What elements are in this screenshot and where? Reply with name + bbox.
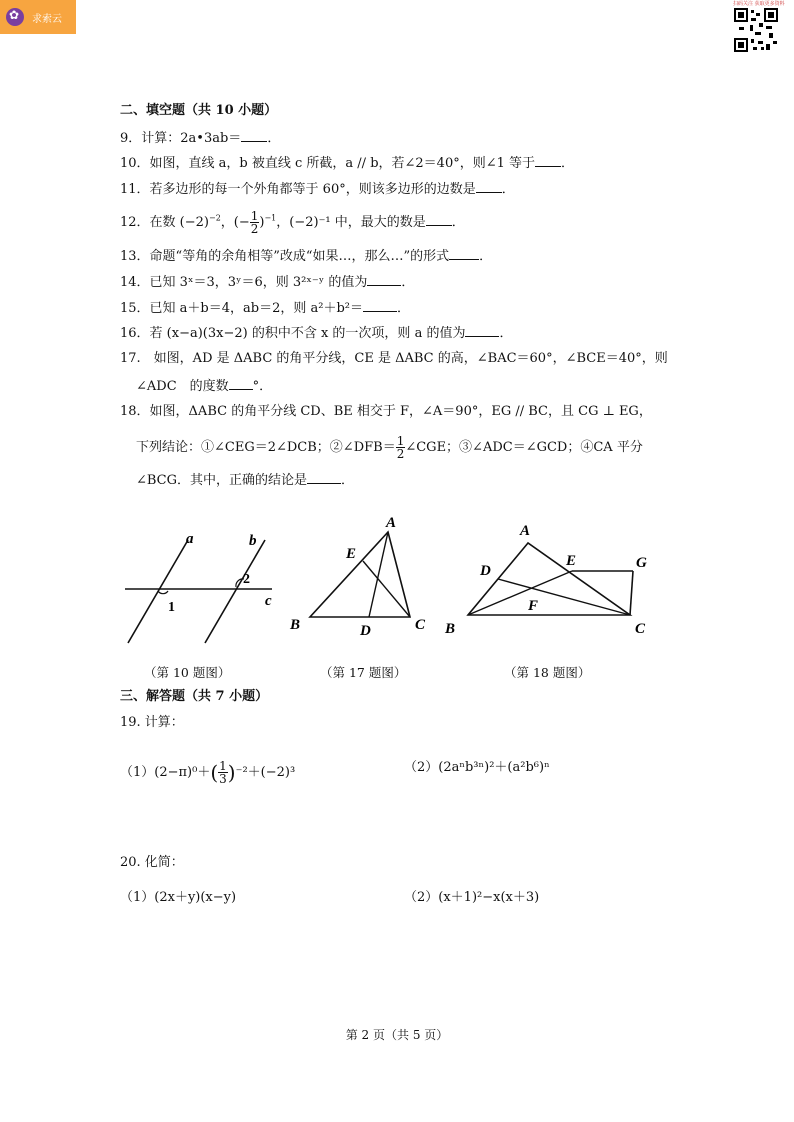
question-19-part2: （2）(2aⁿb³ⁿ)²＋(a²b⁶)ⁿ [404, 760, 550, 775]
question-9: 9．计算：2a•3ab＝ ． [120, 131, 281, 146]
figure-18 [440, 515, 660, 645]
question-18-line2: 下列结论：①∠CEG＝2∠DCB；②∠DFB＝ $\frac{1}{2}$ ∠CGE；③∠ADC＝∠GCD；④CA 平分 [136, 434, 643, 461]
question-10: 10．如图，直线 a，b 被直线 c 所截，a // b，若∠2＝40°，则∠1 等于 ． [120, 156, 575, 171]
figure-17 [285, 505, 435, 645]
label-F: F [528, 598, 539, 614]
figure-10 [120, 525, 280, 650]
figure-10-caption: （第 10 题图） [144, 665, 231, 680]
label-a: a [186, 531, 194, 547]
logo-text: 求索云 [32, 13, 62, 25]
question-20: 20. 化简： [120, 855, 184, 870]
question-13: 13．命题“等角的余角相等”改成“如果…，那么…”的形式 ． [120, 249, 493, 264]
flower-icon [6, 8, 24, 26]
section-2-title: 二、填空题（共 10 小题） [120, 103, 278, 118]
question-19: 19. 计算： [120, 715, 184, 730]
label-1: 1 [168, 600, 175, 615]
label-B: B [445, 621, 456, 637]
triangle-abc [310, 532, 410, 617]
segment-cg [630, 571, 633, 615]
label-A: A [520, 523, 531, 539]
label-C: C [635, 621, 646, 637]
figure-18-caption: （第 18 题图） [504, 665, 591, 680]
label-c: c [265, 593, 272, 609]
line-b [205, 540, 265, 643]
question-15: 15．已知 a＋b＝4，ab＝2，则 a²＋b²＝ ． [120, 301, 411, 316]
question-12: 12．在数 $(-2)^{-2}$，(− $\frac{1}{2}$ )$^{-1}$，(−2)⁻¹ 中，最大的数是 ． [120, 209, 465, 236]
angle-1-arc [158, 591, 168, 594]
question-20-part2: （2）(x＋1)²−x(x＋3) [404, 890, 540, 905]
question-19-part1: （1）(2−π)⁰＋( $\frac{1}{3}$ )⁻²＋(−2)³ [120, 759, 296, 786]
segment-ad [369, 532, 388, 617]
page-footer: 第 2 页（共 5 页） [345, 1028, 449, 1042]
question-16: 16．若 (x−a)(3x−2) 的积中不含 x 的一次项，则 a 的值为 ． [120, 326, 513, 341]
brand-logo [0, 0, 76, 34]
qr-caption: 扫码关注 获取更多资料 [733, 1, 785, 7]
question-18-line1: 18．如图，ΔABC 的角平分线 CD、BE 相交于 F，∠A＝90°，EG // BC，且 CG ⊥ EG， [120, 404, 652, 419]
figure-17-caption: （第 17 题图） [320, 665, 407, 680]
segment-cd [498, 579, 630, 615]
question-20-part1: （1）(2x＋y)(x−y) [120, 890, 237, 905]
qr-code-icon [733, 5, 779, 53]
label-D: D [480, 563, 491, 579]
label-C: C [415, 617, 426, 633]
label-G: G [636, 555, 647, 571]
label-D: D [360, 623, 371, 639]
label-A: A [386, 515, 397, 531]
section-3-title: 三、解答题（共 7 小题） [120, 689, 269, 704]
label-2: 2 [243, 572, 250, 587]
question-17-line2: ∠ADC 的度数 °． [136, 379, 273, 394]
question-14: 14．已知 3ˣ＝3，3ʸ＝6，则 3²ˣ⁻ʸ 的值为 ． [120, 275, 415, 290]
label-B: B [290, 617, 301, 633]
question-17-line1: 17. 如图，AD 是 ΔABC 的角平分线，CE 是 ΔABC 的高，∠BAC＝60°，∠BCE＝40°，则 [120, 351, 668, 366]
label-E: E [566, 553, 577, 569]
label-b: b [249, 533, 257, 549]
question-11: 11．若多边形的每一个外角都等于 60°，则该多边形的边数是 ． [120, 182, 515, 197]
label-E: E [346, 546, 357, 562]
question-18-line3: ∠BCG．其中，正确的结论是 ． [136, 473, 355, 488]
